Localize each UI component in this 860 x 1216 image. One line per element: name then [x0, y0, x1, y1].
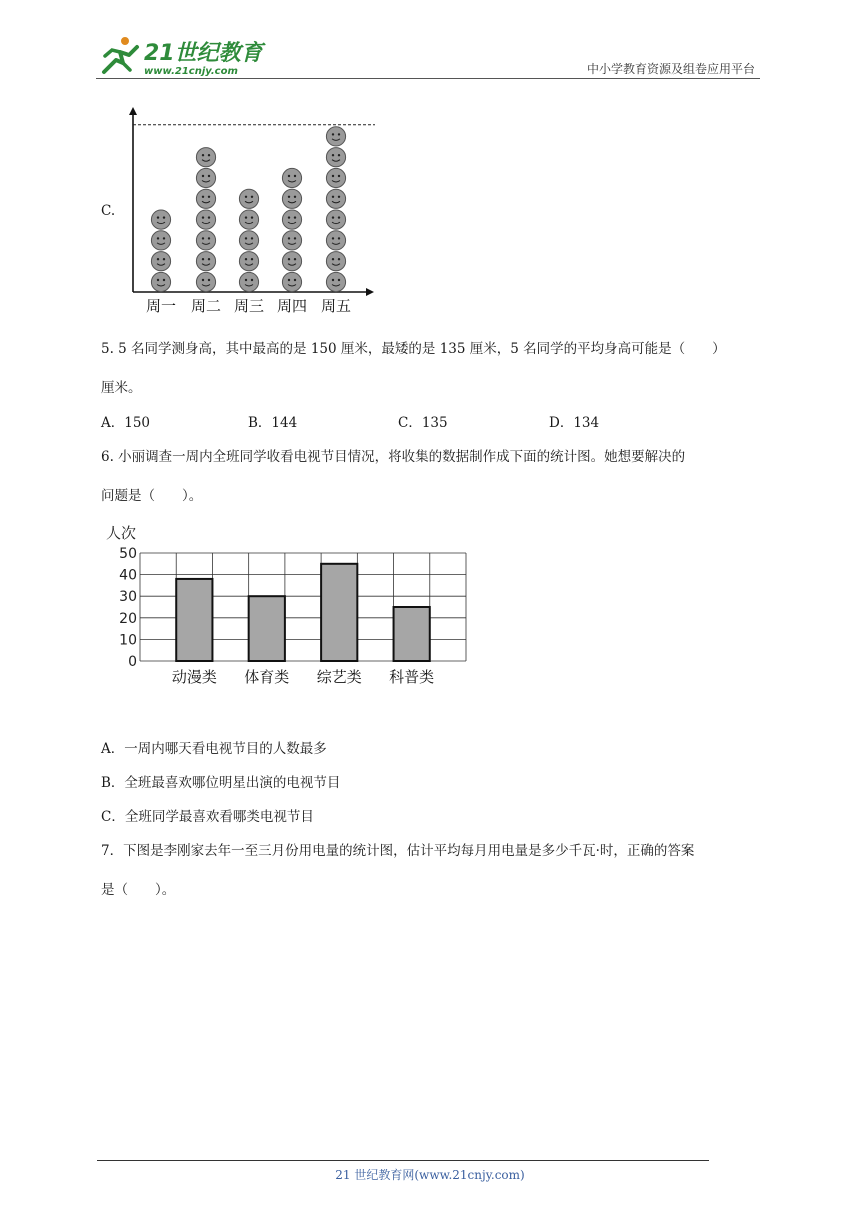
y-tick-label: 20 — [119, 610, 137, 627]
q7-text-line1: 7．下图是李刚家去年一至三月份用电量的统计图，估计平均每月用电量是多少千瓦·时，正确的答案 — [101, 843, 695, 859]
smiley-face-icon — [196, 148, 215, 167]
y-tick-label: 10 — [119, 632, 137, 649]
x-axis-arrow-icon — [366, 288, 374, 296]
y-tick-label: 30 — [119, 589, 137, 606]
q5-option-b[interactable]: B．144 — [248, 415, 298, 431]
smiley-face-icon — [326, 127, 345, 146]
x-tick-label: 综艺类 — [316, 668, 362, 686]
smiley-face-icon — [196, 168, 215, 187]
q5-text-line1: 5. 5 名同学测身高，其中最高的是 150 厘米，最矮的是 135 厘米，5 名同学的平均身高可能是（ ） — [101, 341, 726, 357]
q6-option-c[interactable]: C．全班同学最喜欢看哪类电视节目 — [101, 809, 314, 825]
smiley-face-icon — [196, 252, 215, 271]
q6-option-a[interactable]: A．一周内哪天看电视节目的人数最多 — [101, 741, 327, 757]
bar — [321, 564, 357, 661]
q6-option-b[interactable]: B．全班最喜欢哪位明星出演的电视节目 — [101, 775, 341, 791]
q5-option-d[interactable]: D．134 — [549, 415, 600, 431]
smiley-face-icon — [196, 272, 215, 291]
smiley-face-icon — [196, 231, 215, 250]
smiley-face-icon — [282, 272, 301, 291]
y-tick-label: 0 — [128, 654, 137, 670]
platform-title: 中小学教育资源及组卷应用平台 — [586, 62, 755, 76]
smiley-face-icon — [326, 168, 345, 187]
footer-text: 21 世纪教育网(www.21cnjy.com) — [335, 1168, 525, 1182]
smiley-face-icon — [151, 231, 170, 250]
x-tick-label: 周三 — [233, 297, 265, 315]
site-logo — [96, 32, 266, 80]
smiley-face-icon — [326, 231, 345, 250]
x-tick-label: 动漫类 — [171, 668, 217, 686]
runner-icon — [104, 37, 137, 72]
smiley-face-icon — [282, 231, 301, 250]
x-tick-label: 周二 — [190, 297, 222, 315]
smiley-face-icon — [326, 210, 345, 229]
smiley-face-icon — [282, 168, 301, 187]
q6-text-line1: 6. 小丽调查一周内全班同学收看电视节目情况，将收集的数据制作成下面的统计图。她想要解决的 — [101, 449, 686, 465]
header-divider — [96, 78, 760, 79]
footer-divider — [97, 1160, 709, 1161]
smiley-face-icon — [239, 210, 258, 229]
smiley-face-icon — [239, 231, 258, 250]
smiley-face-icon — [196, 210, 215, 229]
smiley-face-icon — [239, 272, 258, 291]
smiley-face-icon — [326, 148, 345, 167]
bar — [394, 607, 430, 661]
x-tick-label: 体育类 — [244, 668, 290, 686]
y-axis-arrow-icon — [129, 107, 137, 115]
x-tick-label: 周一 — [145, 297, 177, 315]
smiley-face-icon — [151, 272, 170, 291]
smiley-face-icon — [151, 252, 170, 271]
x-tick-label: 周五 — [320, 297, 352, 315]
bar — [249, 596, 285, 661]
y-tick-label: 50 — [119, 546, 137, 562]
smiley-face-icon — [239, 252, 258, 271]
option-c-label: C. — [101, 203, 116, 219]
bar-chart — [100, 518, 480, 693]
y-tick-label: 40 — [119, 567, 137, 584]
q5-option-c[interactable]: C．135 — [398, 415, 448, 431]
smiley-face-icon — [282, 210, 301, 229]
smiley-face-icon — [239, 189, 258, 208]
bar — [176, 579, 212, 661]
q7-text-line2: 是（ ）。 — [101, 882, 176, 898]
smiley-face-icon — [326, 189, 345, 208]
smiley-face-icon — [282, 189, 301, 208]
y-axis-label: 人次 — [106, 524, 137, 542]
smiley-face-icon — [326, 252, 345, 271]
q6-text-line2: 问题是（ ）。 — [101, 488, 203, 504]
logo-main-text: 21世纪教育 — [144, 41, 263, 66]
q5-text-line2: 厘米。 — [101, 380, 142, 396]
x-tick-label: 周四 — [276, 297, 308, 315]
smiley-face-icon — [282, 252, 301, 271]
q5-option-a[interactable]: A．150 — [101, 415, 151, 431]
smiley-face-icon — [151, 210, 170, 229]
x-tick-label: 科普类 — [389, 668, 435, 686]
pictograph-chart — [120, 103, 390, 315]
logo-url-text: www.21cnjy.com — [144, 66, 238, 77]
smiley-face-icon — [326, 272, 345, 291]
smiley-face-icon — [196, 189, 215, 208]
